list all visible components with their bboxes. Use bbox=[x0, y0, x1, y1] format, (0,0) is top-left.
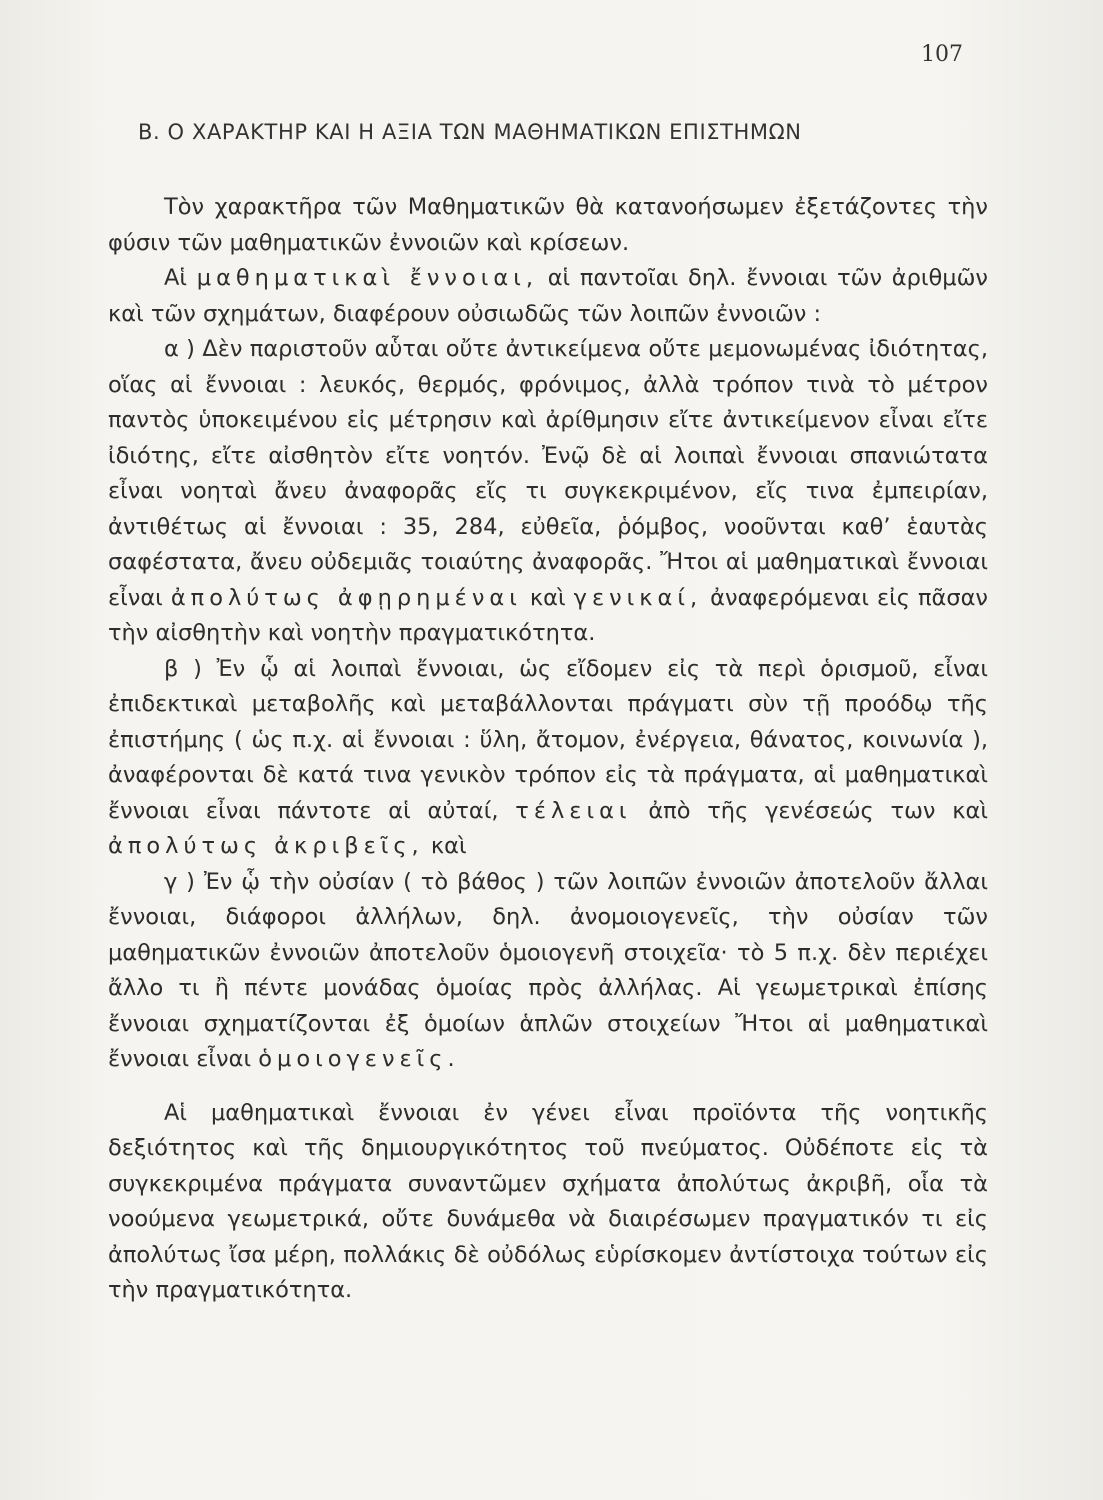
paragraph-conclusion bbox=[108, 1096, 988, 1309]
paragraph-point-c bbox=[108, 865, 988, 1078]
paragraph-text: Τὸν χαρακτῆρα τῶν Μαθηματικῶν θὰ κατανοήσωμεν ἐξετάζοντες τὴν φύσιν τῶν μαθηματικῶν ἐννοιῶν καὶ κρίσεων. bbox=[108, 194, 988, 256]
paragraph-text: β ) Ἐν ᾧ αἱ λοιπαὶ ἔννοιαι, ὡς εἴδομεν εἰς τὰ περὶ ὁρισμοῦ, εἶναι ἐπιδεκτικαὶ μεταβολῆς καὶ μεταβάλλονται πράγματι σὺν τῇ προόδῳ τῆς ἐπιστήμης ( ὡς π.χ. αἱ ἔννοιαι : ὕλη, ἄτομον, ἐνέργεια, θάνατος, κοινωνία ), ἀναφέρονται δὲ κατά τινα γενικὸν τρόπον εἰς τὰ πράγματα, αἱ μαθηματικαὶ ἔννοιαι εἶναι πάντοτε αἱ αὐταί, bbox=[108, 655, 988, 824]
page-number: 107 bbox=[921, 42, 963, 67]
paragraph-intro bbox=[108, 190, 988, 261]
paragraph-text: ἀπὸ τῆς γενέσεώς των καὶ bbox=[648, 797, 988, 824]
emphasized-term: ἀπολύτως ἀκριβεῖς, bbox=[108, 833, 424, 859]
paragraph-text: Αἱ μαθηματικαὶ ἔννοιαι ἐν γένει εἶναι προϊόντα τῆς νοητικῆς δεξιότητος καὶ τῆς δημιουργικότητος τοῦ πνεύματος. Οὐδέποτε εἰς τὰ συγκεκριμένα πράγματα συναντῶμεν σχήματα ἀπολύτως ἀκριβῆ, οἷα τὰ νοούμενα γεωμετρικά, οὔτε δυνάμεθα νὰ διαιρέσωμεν πραγματικόν τι εἰς ἀπολύτως ἴσα μέρη, πολλάκις δὲ οὐδόλως εὑρίσκομεν ἀντίστοιχα τούτων εἰς τὴν πραγματικότητα. bbox=[108, 1099, 988, 1303]
paragraph-text: γ ) Ἐν ᾧ τὴν οὐσίαν ( τὸ βάθος ) τῶν λοιπῶν ἐννοιῶν ἀποτελοῦν ἄλλαι ἔννοιαι, διάφοροι ἀλλήλων, δηλ. ἀνομοιογενεῖς, τὴν οὐσίαν τῶν μαθηματικῶν ἐννοιῶν ἀποτελοῦν ὁμοιογενῆ στοιχεῖα· τὸ 5 π.χ. δὲν περιέχει ἄλλο τι ἢ πέντε μονάδας ὁμοίας πρὸς ἀλλήλας. Αἱ γεωμετρικαὶ ἐπίσης ἔννοιαι σχηματίζονται ἐξ ὁμοίων ἁπλῶν στοιχείων Ἤτοι αἱ μαθηματικαὶ ἔννοιαι εἶναι bbox=[108, 868, 988, 1072]
body-text bbox=[108, 190, 988, 1309]
paragraph-text: α ) Δὲν παριστοῦν αὗται οὔτε ἀντικείμενα οὔτε μεμονωμένας ἰδιότητας, οἵας αἱ ἔννοιαι : λευκός, θερμός, φρόνιμος, ἀλλὰ τρόπον τινὰ τὸ μέτρον παντὸς ὑποκειμένου εἰς μέτρησιν καὶ ἀρίθμησιν εἴτε ἀντικείμενον εἶναι εἴτε ἰδιότης, εἴτε αἰσθητὸν εἴτε νοητόν. Ἐνῷ δὲ αἱ λοιπαὶ ἔννοιαι σπανιώτατα εἶναι νοηταὶ ἄνευ ἀναφορᾶς εἴς τι συγκεκριμένον, εἴς τινα ἐμπειρίαν, ἀντιθέτως αἱ ἔννοιαι : 35, 284, εὐθεῖα, ῥόμβος, νοοῦνται καθ’ ἑαυτὰς σαφέστατα, ἄνευ οὐδεμιᾶς τοιαύτης ἀναφορᾶς. Ἤτοι αἱ μαθηματικαὶ ἔννοιαι εἶναι bbox=[108, 336, 988, 611]
emphasized-term: μαθηματικαὶ ἔννοιαι, bbox=[196, 265, 538, 291]
paragraph-point-a bbox=[108, 332, 988, 652]
emphasized-term: τέλειαι bbox=[515, 797, 632, 824]
paragraph-text: Αἱ bbox=[164, 265, 188, 291]
paragraph-text: καὶ bbox=[529, 584, 566, 611]
paragraph-text: καὶ bbox=[430, 833, 467, 859]
section-heading: Β. Ο ΧΑΡΑΚΤΗΡ ΚΑΙ Η ΑΞΙΑ ΤΩΝ ΜΑΘΗΜΑΤΙΚΩΝ ΕΠΙΣΤΗΜΩΝ bbox=[138, 120, 802, 144]
paragraph-text: αἱ παντοῖαι δηλ. ἔννοιαι τῶν ἀριθμῶν καὶ τῶν σχημάτων, διαφέρουν οὐσιωδῶς τῶν λοιπῶν ἐννοιῶν : bbox=[108, 265, 988, 327]
emphasized-term: ὁμοιογενεῖς. bbox=[258, 1046, 460, 1072]
emphasized-term: ἀπολύτως ἀφῃρημέναι bbox=[170, 584, 522, 611]
paragraph-mathematical-concepts bbox=[108, 261, 988, 332]
paragraph-text: ἀναφερόμεναι εἰς πᾶσαν τὴν αἰσθητὴν καὶ νοητὴν πραγματικότητα. bbox=[108, 584, 988, 646]
emphasized-term: γενικαί, bbox=[573, 584, 703, 611]
paragraph-point-b bbox=[108, 652, 988, 865]
